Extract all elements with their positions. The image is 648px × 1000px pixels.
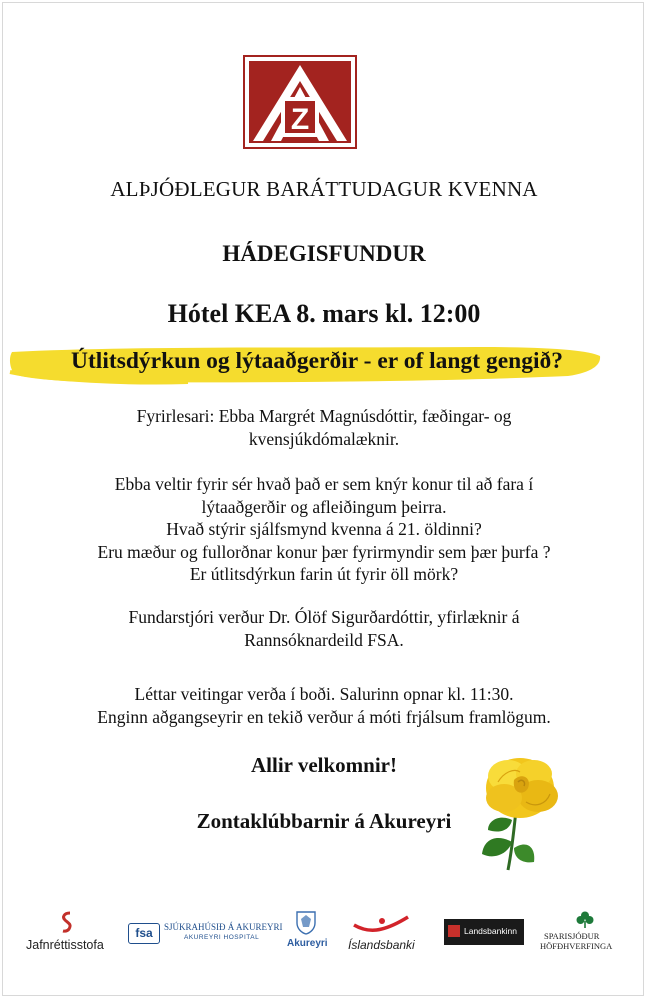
islandsbanki-swoosh-icon bbox=[352, 915, 410, 935]
landsbankinn-label: Landsbankinn bbox=[464, 926, 517, 936]
venue-date-time: Hótel KEA 8. mars kl. 12:00 bbox=[167, 299, 481, 328]
headline: Útlitsdýrkun og lýtaaðgerðir - er of langt gengið? bbox=[71, 348, 563, 374]
svg-text:Z: Z bbox=[290, 103, 310, 136]
jafnrettisstofa-logo bbox=[24, 911, 112, 957]
islandsbanki-label: Íslandsbanki bbox=[348, 938, 415, 952]
zonta-z-logo-icon bbox=[243, 55, 357, 149]
moderator-line: Rannsóknardeild FSA. bbox=[244, 629, 404, 650]
sparisjodur-line-2: HÖFÐHVERFINGA bbox=[540, 941, 613, 951]
practical-line: Enginn aðgangseyrir en tekið verður á móti frjálsum framlögum. bbox=[97, 706, 551, 727]
jafnrettisstofa-icon bbox=[60, 911, 74, 933]
signoff-text: Zontaklúbbarnir á Akureyri bbox=[196, 809, 452, 833]
yellow-rose-icon bbox=[478, 750, 568, 872]
landsbankinn-icon bbox=[448, 925, 460, 937]
practical-info-paragraph bbox=[0, 683, 648, 728]
akureyri-logo bbox=[286, 911, 330, 957]
zonta-logo bbox=[243, 55, 357, 149]
description-line: Hvað stýrir sjálfsmynd kvenna á 21. öldinni? bbox=[166, 519, 482, 539]
description-line: Ebba veltir fyrir sér hvað það er sem knýr konur til að fara í bbox=[114, 474, 534, 494]
headline-highlight bbox=[8, 342, 602, 386]
speaker-line: Fyrirlesari: Ebba Margrét Magnúsdóttir, fæðingar- og bbox=[136, 406, 512, 426]
description-line: Eru mæður og fullorðnar konur þær fyrirmyndir sem þær þurfa ? bbox=[97, 541, 551, 562]
moderator-line: Fundarstjóri verður Dr. Ólöf Sigurðardóttir, yfirlæknir á bbox=[128, 607, 520, 627]
fsa-logo bbox=[128, 921, 283, 951]
fsa-subtitle: AKUREYRI HOSPITAL bbox=[184, 934, 260, 941]
pretitle: ALÞJÓÐLEGUR BARÁTTUDAGUR KVENNA bbox=[110, 177, 538, 201]
sponsor-logos bbox=[0, 905, 648, 965]
description-line: Er útlitsdýrkun farin út fyrir öll mörk? bbox=[189, 564, 459, 584]
sparisjodur-logo bbox=[540, 911, 630, 957]
sparisjodur-line-1: SPARISJÓÐUR bbox=[544, 931, 600, 941]
description-paragraph bbox=[0, 473, 648, 586]
islandsbanki-logo bbox=[348, 915, 424, 955]
akureyri-crest-icon bbox=[296, 911, 316, 935]
akureyri-label: Akureyri bbox=[287, 938, 328, 949]
welcome-text: Allir velkomnir! bbox=[250, 753, 397, 777]
clover-icon bbox=[576, 911, 594, 929]
practical-line: Léttar veitingar verða í boði. Salurinn opnar kl. 11:30. bbox=[134, 684, 514, 704]
fsa-name: SJÚKRAHÚSIÐ Á AKUREYRI bbox=[164, 922, 283, 932]
description-line: lýtaaðgerðir og afleiðingum þeirra. bbox=[201, 496, 447, 517]
landsbankinn-logo bbox=[444, 919, 524, 945]
fsa-mark: fsa bbox=[128, 923, 160, 944]
jafnrettisstofa-label: Jafnréttisstofa bbox=[26, 938, 104, 952]
page-title: HÁDEGISFUNDUR bbox=[222, 241, 426, 266]
speaker-paragraph bbox=[0, 405, 648, 450]
speaker-line: kvensjúkdómalæknir. bbox=[248, 428, 400, 449]
moderator-paragraph bbox=[0, 606, 648, 651]
